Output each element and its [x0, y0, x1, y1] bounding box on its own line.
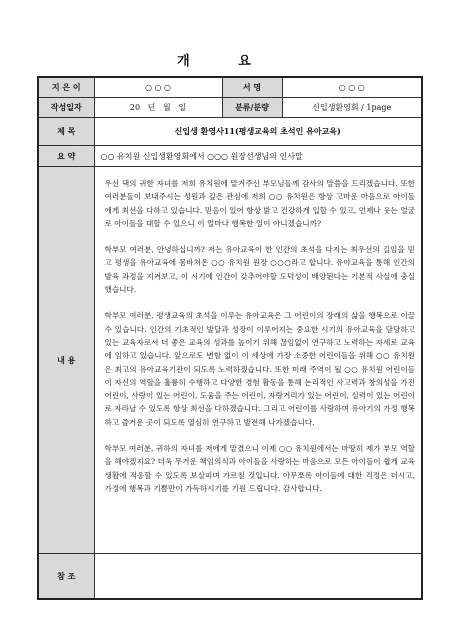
content-paragraph-2: 학부모 여러분, 안녕하십니까? 저는 유아교육이 한 인간의 초석을 다지는 최우선의 길임을 믿고 평생을 유아교육에 몸바쳐온 ○○ 유치원 원장 ○○○라고 합니다. 유아교육을 통해 인간의 발육 과정을 지켜보고, 이 시기에 인간이 갖추어야할 도덕성이 배양된다는 기본적 사실에 충실했습니다. — [104, 245, 415, 295]
author-value: ○ ○ ○ — [94, 77, 222, 98]
content-body — [94, 167, 422, 554]
category-label: 분류/분량 — [222, 98, 282, 118]
category-value: 신입생환영회 / 1page — [282, 98, 422, 118]
subject-label: 제 목 — [38, 118, 94, 146]
date-label: 작성일자 — [38, 98, 94, 118]
author-row — [38, 77, 422, 98]
content-paragraph-1: 우선 댁의 귀한 자녀를 저희 유치원에 맡겨주신 부모님들께 감사의 말씀을 드리겠습니다. 또한 여러분들이 보내주시는 성원과 깊은 관심에 저희 ○○ 유치원은 항상 고마운 마음으로 아이들에게 최선을 다하고 있습니다. 믿음이 있어 항상 밝고 건강하게 입할 수 있고, 언제나 웃는 얼굴로 아이들을 대할 수 있으니 이 얼마나 행복한 일이 아니겠습니까? — [104, 179, 415, 228]
content-row — [38, 167, 422, 554]
author-label: 지 은 이 — [38, 77, 94, 98]
date-value: 20 년 월 일 — [94, 98, 222, 118]
reference-row — [38, 554, 422, 600]
summary-row — [38, 146, 422, 167]
signature-value: ○ ○ ○ — [282, 77, 422, 98]
reference-value — [94, 554, 422, 600]
subject-value: 신입생 환영사11(평생교육의 초석인 유아교육) — [94, 118, 422, 146]
reference-label: 참 조 — [38, 554, 94, 600]
summary-label: 요 약 — [38, 146, 94, 167]
content-paragraph-4: 학부모 여러분, 귀하의 자녀를 저에게 맡겼으니 이제 ○○ 유치원에서는 마땅히 제가 부모 역할을 해야겠지요? 더욱 무거운 책임의식과 아이들을 사랑하는 마음으로 모든 아이들이 쉽게 교육생활에 적응할 수 있도록 보살피며 가르칠 것입니다. 아무쪼록 아이들에 대한 걱정은 더시고, 가정에 행복과 기쁨만이 가득하시기를 기원 드립니다. 감사합니다. — [104, 444, 415, 493]
subject-row — [38, 118, 422, 146]
content-paragraph-3: 학부모 여러분, 평생교육의 초석을 이루는 유아교육은 그 어린이의 장래의 삶을 행복으로 이끌 수 있습니다. 인간의 기초적인 발달과 성장이 이루어지는 중요한 시기의 유아교육을 담당하고 있는 교육자로서 더 좋은 교육의 성과를 높이기 위해 끊임없이 연구하고 노력하는 자세로 교육에 임하고 있습니다. 앞으로도 변함 없이 이 세상에 가장 소중한 어린이들을 위해 ○○ 유치원은 최고의 유아교육기관이 되도록 노력하겠습니다. 또한 미래 주역이 될 ○○ 유치원 어린이들이 자신의 역할을 훌륭히 수행하고 다양한 경험 활동을 통해 논리적인 사고력과 창의성을 가진 어린이, 사랑이 있는 어린이, 도움을 주는 어린이, 자랑거리가 있는 어린이, 실력이 있는 어린이로 자라날 수 있도록 항상 최선을 다하겠습니다. 그리고 어린이를 사랑하며 유아기의 가정 행복하고 즐거운 곳이 되도록 열심히 연구하고 발전해 나가겠습니다. — [104, 311, 415, 427]
content-label: 내 용 — [38, 167, 94, 554]
date-row — [38, 98, 422, 118]
document-form-table — [37, 76, 423, 600]
signature-label: 서 명 — [222, 77, 282, 98]
summary-value: ○○ 유치원 신입생환영회에서 ○○○ 원장선생님의 인사말 — [94, 146, 422, 167]
document-title: 개 요 — [177, 54, 273, 69]
